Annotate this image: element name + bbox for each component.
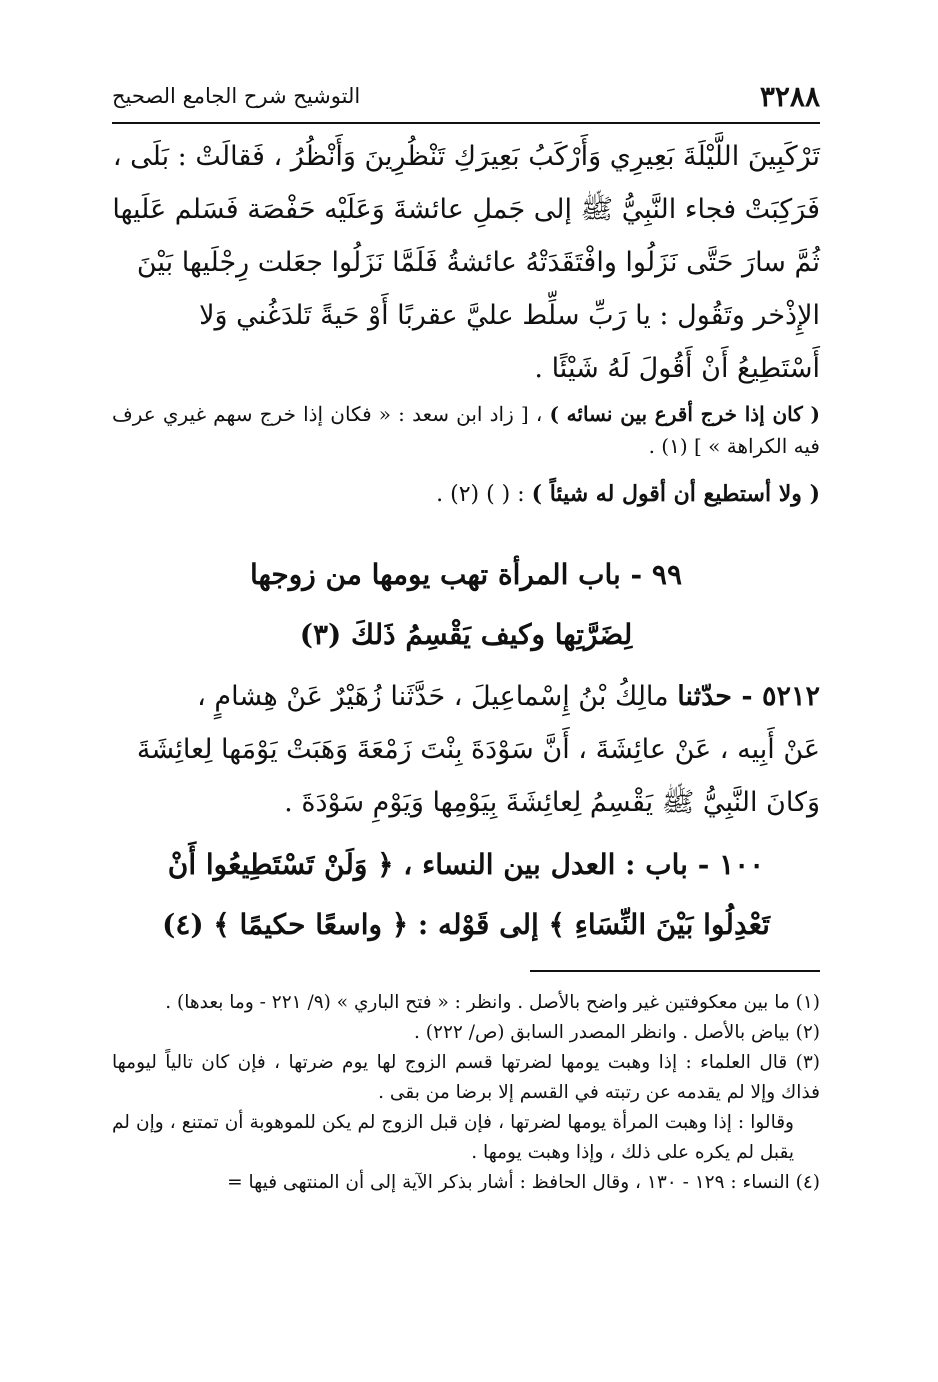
footnote: (٢) بياض بالأصل . وانظر المصدر السابق (ص/ ٢٢٢) . — [414, 1022, 820, 1043]
hadith-block — [112, 670, 820, 829]
chapter-title-line: تَعْدِلُوا بَيْنَ النِّسَاءِ ﴾ إلى قَوْله : ﴿ واسعًا حكيمًا ﴾ (٤) — [162, 908, 770, 941]
chapter-title-line: لِضَرَّتِها وكيف يَقْسِمُ ذَلكَ (٣) — [299, 618, 633, 651]
commentary-text: : ( ) (٢) . — [436, 482, 525, 507]
commentary-paragraph — [112, 398, 820, 462]
footnotes — [112, 988, 820, 1198]
commentary-paragraph — [112, 478, 820, 511]
footnote: (٤) النساء : ١٢٩ - ١٣٠ ، وقال الحافظ : أشار بذكر الآية إلى أن المنتهى فيها = — [227, 1172, 820, 1193]
main-text-block — [112, 130, 820, 395]
footnote: (٣) قال العلماء : إذا وهبت يومها لضرتها قسم الزوج لها يوم ضرتها ، فإن كان تالياً ليومها فذاك وإلا لم يقدمه عن رتبته في القسم إلا برضا من بقى . — [112, 1052, 820, 1103]
hadith-line — [112, 670, 820, 723]
chapter-title-line: ٩٩ - باب المرأة تهب يومها من زوجها — [249, 558, 682, 591]
hadith-line: عَنْ أَبِيه ، عَنْ عائِشَةَ ، أَنَّ سَوْدَةَ بِنْتَ زَمْعَةَ وَهَبَتْ يَوْمَها لِعائِشَةَ — [136, 734, 820, 765]
running-title: التوشيح شرح الجامع الصحيح — [112, 84, 361, 108]
main-text-line: الإِذْخر وتَقُول : يا رَبِّ سلِّط عليَّ عقربًا أَوْ حَيةً تَلدَغُني وَلا — [199, 300, 820, 331]
commentary-block — [112, 398, 820, 511]
header-rule — [112, 122, 820, 124]
chapter-title-line: ١٠٠ - باب : العدل بين النساء ، ﴿ وَلَنْ تَسْتَطِيعُوا أَنْ — [167, 848, 765, 881]
main-text-line: فَرَكِبَتْ فجاء النَّبِيُّ ﷺ إلى جَملِ عائشةَ وَعَلَيْه حَفْصَة فَسَلم عَلَيها — [112, 194, 820, 225]
page-number: ٣٢٨٨ — [759, 80, 820, 113]
chapter-heading-99 — [112, 545, 820, 665]
commentary-quote: ( كان إذا خرج أقرع بين نسائه ) — [549, 402, 821, 426]
page-header — [112, 78, 820, 118]
main-text-line: تَرْكَبِينَ اللَّيْلَةَ بَعِيرِي وَأَرْكَبُ بَعِيرَكِ تَنْظُرِينَ وَأَنْظُرُ ، فَقالَتْ : بَلَى ، — [112, 141, 820, 172]
chapter-heading-100 — [112, 835, 820, 955]
hadith-text: مالِكُ بْنُ إِسْماعِيلَ ، حَدَّثَنا زُهَيْرٌ عَنْ هِشامٍ ، — [197, 681, 669, 712]
footnote-continuation: وقالوا : إذا وهبت المرأة يومها لضرتها ، فإن قبل الزوج لم يكن للموهوبة أن تمتنع ، وإن لم يقبل لم يكره على ذلك ، وإذا وهبت يومها . — [112, 1112, 794, 1163]
commentary-text: ، [ زاد ابن سعد : « فكان إذا خرج سهم غيري عرف فيه الكراهة » ] (١) . — [112, 402, 820, 458]
footnote-rule — [530, 970, 820, 972]
main-text-line: ثُمَّ سارَ حَتَّى نَزَلُوا وافْتَقَدَتْهُ عائشةُ فَلَمَّا نَزَلُوا جعَلت رِجْلَيها بَيْنَ — [136, 247, 820, 278]
hadith-number: ٥٢١٢ - حدّثنا — [677, 681, 820, 712]
main-text-line: أَسْتَطِيعُ أَنْ أَقُولَ لَهُ شَيْئًا . — [534, 353, 820, 384]
hadith-line: وَكانَ النَّبِيُّ ﷺ يَقْسِمُ لِعائِشَةَ بِيَوْمِها وَيَوْمِ سَوْدَةَ . — [284, 787, 820, 818]
commentary-quote: ( ولا أستطيع أن أقول له شيئاً ) — [531, 481, 820, 507]
footnote: (١) ما بين معكوفتين غير واضح بالأصل . وانظر : « فتح الباري » (٩/ ٢٢١ - وما بعدها) . — [165, 992, 820, 1013]
